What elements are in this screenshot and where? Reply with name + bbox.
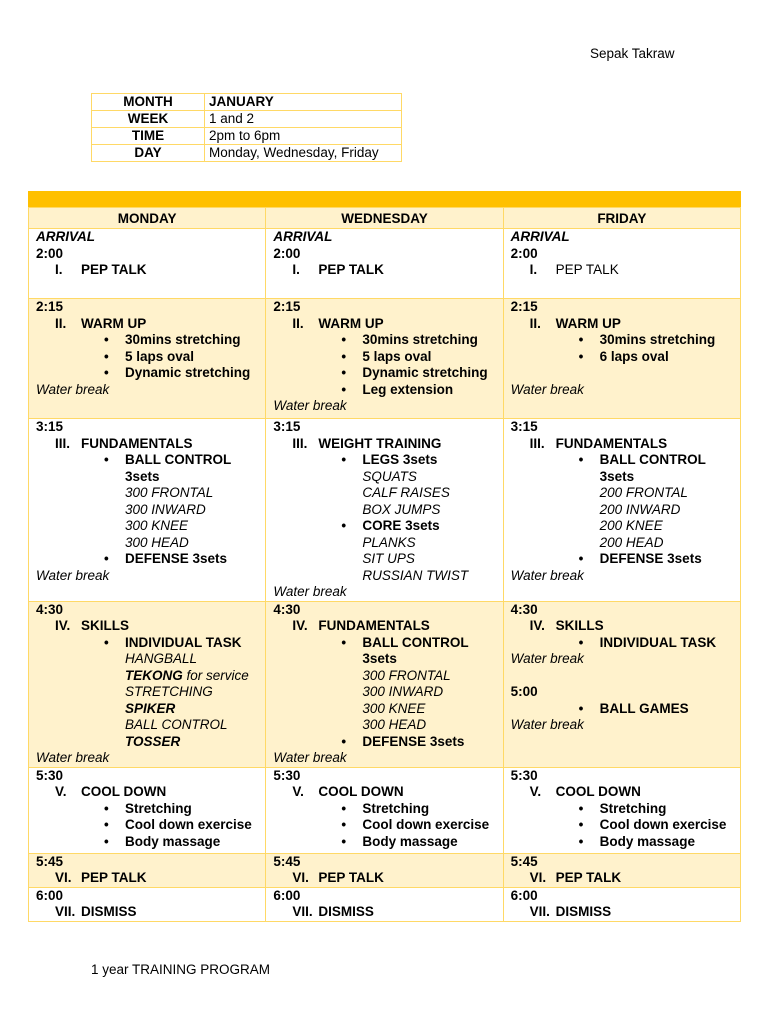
list-item: • 30mins stretching — [36, 332, 265, 349]
list-item: • Dynamic stretching — [36, 365, 265, 382]
drill-item: SIT UPS — [362, 551, 415, 566]
activity-list — [511, 452, 740, 469]
skill-item: HANGBALL — [125, 651, 198, 666]
activity-list — [511, 801, 740, 851]
activity-heading: IV. FUNDAMENTALS — [292, 618, 430, 633]
cell-friday — [503, 419, 740, 602]
list-item: • Dynamic stretching — [273, 365, 502, 382]
activity-list — [511, 635, 740, 652]
schedule-row-cooldown — [29, 767, 741, 853]
drill-item: RUSSIAN TWIST — [362, 567, 469, 583]
cell-wednesday — [266, 229, 503, 299]
cell-friday — [503, 299, 740, 419]
activity-heading: VI. PEP TALK — [529, 870, 622, 885]
water-break-label: Water break — [36, 381, 110, 397]
skill-item: TEKONG for service — [125, 667, 249, 683]
cell-friday — [503, 229, 740, 299]
list-item: • BALL CONTROL — [511, 452, 740, 469]
time-label: 6:00 — [273, 887, 301, 903]
column-header-wednesday: WEDNESDAY — [266, 208, 503, 229]
cell-wednesday — [266, 887, 503, 921]
activity-heading: IV. SKILLS — [529, 618, 604, 633]
info-key: DAY — [92, 145, 205, 162]
cell-friday — [503, 887, 740, 921]
list-item: • LEGS 3sets — [273, 452, 502, 469]
activity-heading: II. WARM UP — [529, 315, 621, 331]
schedule-row-training — [29, 419, 741, 602]
activity-heading: VI. PEP TALK — [55, 870, 147, 885]
cell-monday — [29, 853, 266, 887]
list-item: • 6 laps oval — [511, 349, 740, 366]
cell-monday — [29, 229, 266, 299]
info-key: WEEK — [92, 111, 205, 128]
time-label: 3:15 — [510, 419, 538, 434]
list-item: • Cool down exercise — [36, 817, 265, 834]
water-break-label: Water break — [273, 584, 347, 599]
time-label: 3:15 — [36, 419, 64, 434]
skill-item: SPIKER — [125, 700, 176, 716]
schedule-table — [28, 207, 741, 922]
info-row-time — [92, 128, 402, 145]
cell-friday — [503, 601, 740, 767]
sets-label: 3sets — [125, 468, 160, 484]
time-label: 3:15 — [273, 419, 301, 434]
activity-heading: III. FUNDAMENTALS — [529, 435, 668, 451]
list-item: • BALL GAMES — [511, 701, 740, 718]
time-label: 2:15 — [36, 299, 64, 314]
list-item: • DEFENSE 3sets — [511, 551, 740, 568]
skill-item: STRETCHING — [125, 684, 213, 699]
cell-wednesday — [266, 299, 503, 419]
activity-list — [273, 452, 502, 469]
activity-list — [511, 551, 740, 568]
arrival-label: ARRIVAL — [510, 229, 570, 244]
document-title: Sepak Takraw — [590, 46, 675, 61]
list-item: • Stretching — [511, 801, 740, 818]
activity-heading: V. COOL DOWN — [529, 784, 641, 799]
water-break-label: Water break — [36, 567, 110, 583]
water-break-label: Water break — [273, 750, 347, 765]
activity-heading: VI. PEP TALK — [292, 870, 384, 885]
info-value: Monday, Wednesday, Friday — [205, 145, 402, 162]
list-item: • Cool down exercise — [511, 817, 740, 834]
time-label: 5:45 — [36, 853, 64, 869]
drill-item: 300 KNEE — [125, 518, 189, 533]
cell-monday — [29, 419, 266, 602]
drill-item: BOX JUMPS — [362, 501, 441, 517]
list-item: • 30mins stretching — [511, 332, 740, 349]
cell-friday — [503, 767, 740, 853]
activity-list — [36, 801, 265, 851]
schedule-row-warmup — [29, 299, 741, 419]
info-value: JANUARY — [205, 94, 402, 111]
activity-heading: V. COOL DOWN — [292, 784, 404, 799]
cell-wednesday — [266, 767, 503, 853]
activity-heading: I. PEP TALK — [55, 262, 147, 277]
activity-list — [36, 452, 265, 469]
activity-heading: V. COOL DOWN — [55, 784, 167, 799]
water-break-label: Water break — [510, 567, 584, 583]
cell-monday — [29, 887, 266, 921]
activity-list — [36, 332, 265, 382]
water-break-label: Water break — [36, 750, 110, 765]
activity-heading: I. PEP TALK — [529, 262, 619, 277]
list-item: • Leg extension — [273, 382, 502, 399]
arrival-label: ARRIVAL — [273, 229, 333, 244]
time-label: 2:00 — [273, 245, 301, 261]
time-label: 5:00 — [510, 684, 538, 699]
schedule-row-skills — [29, 601, 741, 767]
list-item: • Body massage — [36, 834, 265, 851]
list-item: • Body massage — [511, 834, 740, 851]
time-label: 2:15 — [510, 299, 538, 314]
list-item: • Cool down exercise — [273, 817, 502, 834]
info-key: TIME — [92, 128, 205, 145]
time-label: 4:30 — [36, 601, 64, 617]
info-value: 2pm to 6pm — [205, 128, 402, 145]
activity-list — [36, 551, 265, 568]
time-label: 5:45 — [273, 853, 301, 869]
list-item: • 30mins stretching — [273, 332, 502, 349]
list-item: • Stretching — [36, 801, 265, 818]
activity-list — [273, 332, 502, 398]
activity-heading: III. FUNDAMENTALS — [55, 435, 193, 451]
water-break-label: Water break — [510, 651, 584, 666]
time-label: 6:00 — [36, 887, 64, 903]
drill-item: 300 KNEE — [362, 700, 426, 716]
time-label: 4:30 — [510, 601, 538, 617]
schedule-row-dismiss — [29, 887, 741, 921]
time-label: 2:15 — [273, 299, 301, 314]
drill-item: 300 INWARD — [362, 684, 444, 699]
drill-item: 300 FRONTAL — [362, 667, 451, 683]
drill-item: 200 INWARD — [599, 501, 681, 517]
drill-item: 300 HEAD — [362, 717, 427, 732]
drill-item: 200 FRONTAL — [599, 485, 688, 500]
water-break-label: Water break — [510, 381, 584, 397]
activity-list — [511, 332, 740, 365]
cell-monday — [29, 767, 266, 853]
time-label: 5:30 — [36, 767, 64, 783]
drill-item: 200 KNEE — [599, 518, 663, 533]
cell-wednesday — [266, 601, 503, 767]
cell-friday — [503, 853, 740, 887]
water-break-label: Water break — [510, 717, 584, 732]
activity-list — [273, 734, 502, 751]
schedule-top-bar — [28, 191, 741, 207]
list-item: • BALL CONTROL — [273, 635, 502, 652]
drill-item: CALF RAISES — [362, 485, 450, 500]
list-item: • INDIVIDUAL TASK — [511, 635, 740, 652]
drill-item: PLANKS — [362, 534, 416, 550]
activity-list — [511, 701, 740, 718]
time-label: 5:45 — [510, 853, 538, 869]
list-item: • Stretching — [273, 801, 502, 818]
drill-item: 300 FRONTAL — [125, 485, 214, 500]
list-item: • BALL CONTROL — [36, 452, 265, 469]
activity-heading: VII. DISMISS — [529, 904, 612, 919]
activity-heading: III. WEIGHT TRAINING — [292, 435, 442, 451]
list-item: • INDIVIDUAL TASK — [36, 635, 265, 652]
skill-item: TOSSER — [125, 733, 181, 749]
drill-item: 300 INWARD — [125, 501, 206, 517]
info-value: 1 and 2 — [205, 111, 402, 128]
column-header-friday: FRIDAY — [503, 208, 740, 229]
time-label: 6:00 — [510, 887, 538, 903]
sets-label: 3sets — [362, 651, 397, 666]
sets-label: 3sets — [599, 468, 635, 484]
time-label: 5:30 — [273, 767, 301, 783]
activity-heading: VII. DISMISS — [55, 904, 137, 919]
schedule-row-arrival — [29, 229, 741, 299]
activity-list — [273, 635, 502, 652]
water-break-label: Water break — [273, 398, 347, 413]
time-label: 2:00 — [510, 245, 538, 261]
list-item: • DEFENSE 3sets — [36, 551, 265, 568]
list-item: • CORE 3sets — [273, 518, 502, 535]
drill-item: 200 HEAD — [599, 534, 664, 550]
schedule-row-pep-talk — [29, 853, 741, 887]
time-label: 4:30 — [273, 601, 301, 617]
cell-wednesday — [266, 419, 503, 602]
activity-heading: VII. DISMISS — [292, 904, 374, 919]
activity-list — [36, 635, 265, 652]
list-item: • Body massage — [273, 834, 502, 851]
drill-item: 300 HEAD — [125, 534, 189, 550]
info-row-day — [92, 145, 402, 162]
cell-monday — [29, 601, 266, 767]
list-item: • 5 laps oval — [273, 349, 502, 366]
info-table — [91, 93, 402, 162]
cell-monday — [29, 299, 266, 419]
arrival-label: ARRIVAL — [36, 229, 95, 244]
info-row-week — [92, 111, 402, 128]
time-label: 2:00 — [36, 245, 64, 261]
activity-heading: I. PEP TALK — [292, 262, 384, 277]
skill-item: BALL CONTROL — [125, 717, 228, 732]
activity-list — [273, 518, 502, 535]
activity-heading: II. WARM UP — [55, 315, 147, 331]
info-key: MONTH — [92, 94, 205, 111]
time-label: 5:30 — [510, 767, 538, 783]
activity-heading: II. WARM UP — [292, 315, 384, 331]
drill-item: SQUATS — [362, 468, 417, 484]
list-item: • DEFENSE 3sets — [273, 734, 502, 751]
info-row-month — [92, 94, 402, 111]
schedule-header-row — [29, 208, 741, 229]
activity-list — [273, 801, 502, 851]
cell-wednesday — [266, 853, 503, 887]
list-item: • 5 laps oval — [36, 349, 265, 366]
activity-heading: IV. SKILLS — [55, 618, 130, 633]
column-header-monday: MONDAY — [29, 208, 266, 229]
footer-text: 1 year TRAINING PROGRAM — [91, 962, 271, 977]
